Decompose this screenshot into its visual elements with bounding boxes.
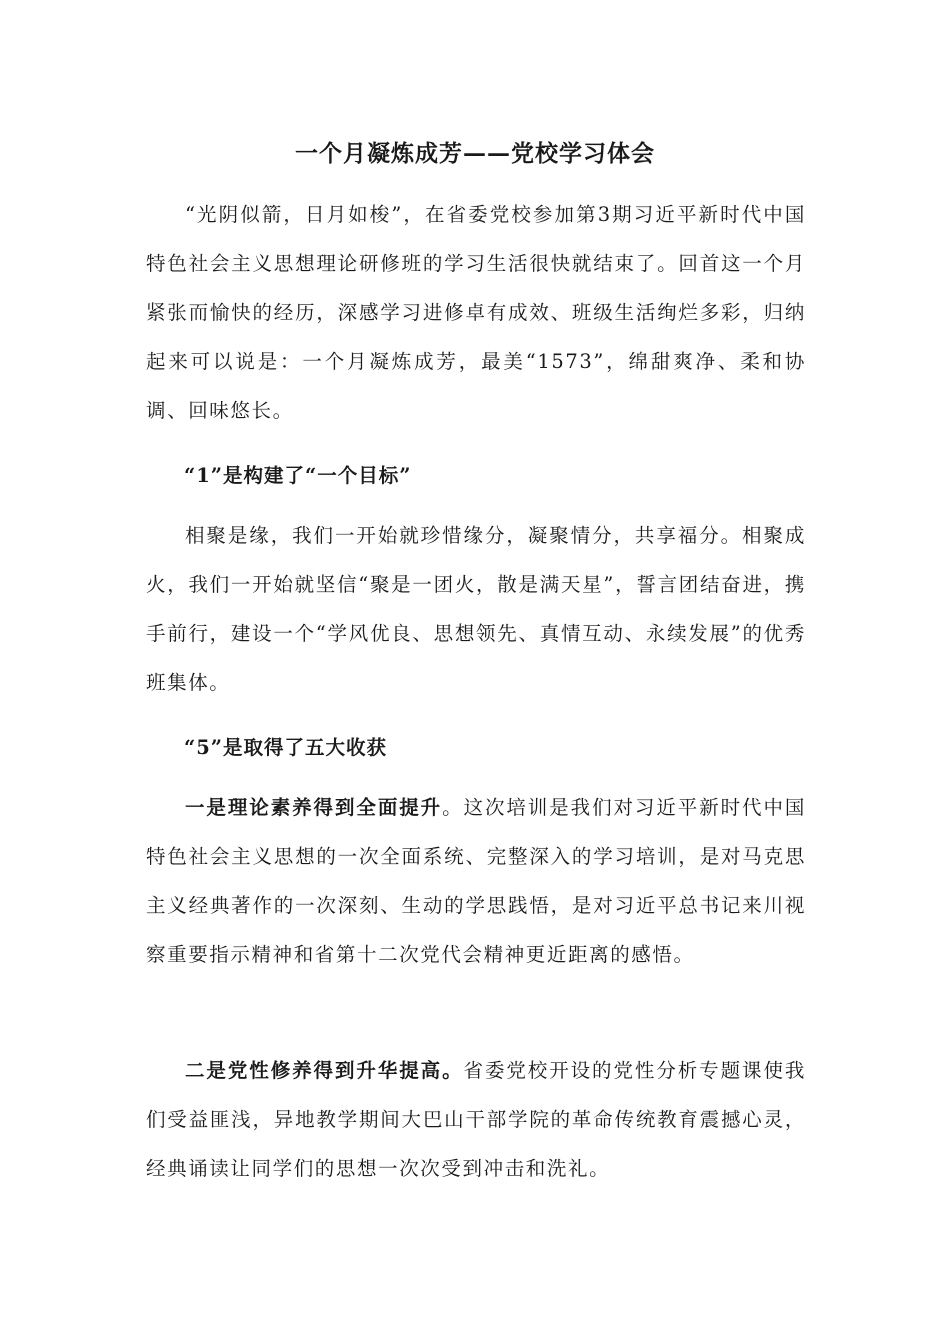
harvest-item-2-paragraph (146, 1046, 806, 1193)
section-1-paragraph: 相聚是缘，我们一开始就珍惜缘分，凝聚情分，共享福分。相聚成火，我们一开始就坚信“聚是一团火，散是满天星”，誓言团结奋进，携手前行，建设一个“学风优良、思想领先、真情互动、永续发展”的优秀班集体。 (146, 524, 806, 694)
section-2-heading: “5”是取得了五大收获 (184, 736, 388, 759)
intro-paragraph: “光阴似箭，日月如梭”，在省委党校参加第3期习近平新时代中国特色社会主义思想理论研修班的学习生活很快就结束了。回首这一个月紧张而愉快的经历，深感学习进修卓有成效、班级生活绚烂多彩，归纳起来可以说是：一个月凝炼成芳，最美“1573”，绵甜爽净、柔和协调、回味悠长。 (146, 203, 806, 422)
harvest-item-2-lead: 二是党性修养得到升华提高。 (185, 1059, 464, 1082)
harvest-item-1-paragraph (146, 783, 806, 979)
harvest-item-1-lead: 一是理论素养得到全面提升 (185, 796, 443, 819)
harvest-item-1-body: 。这次培训是我们对习近平新时代中国特色社会主义思想的一次全面系统、完整深入的学习培训，是对马克思主义经典著作的一次深刻、生动的学思践悟，是对习近平总书记来川视察重要指示精神和省第十二次党代会精神更近距离的感悟。 (146, 796, 807, 966)
document-title: 一个月凝炼成芳——党校学习体会 (295, 140, 655, 167)
section-1-heading: “1”是构建了“一个目标” (184, 464, 412, 487)
harvest-item-2-body: 省委党校开设的党性分析专题课使我们受益匪浅，异地教学期间大巴山干部学院的革命传统教育震撼心灵，经典诵读让同学们的思想一次次受到冲击和洗礼。 (146, 1059, 806, 1180)
